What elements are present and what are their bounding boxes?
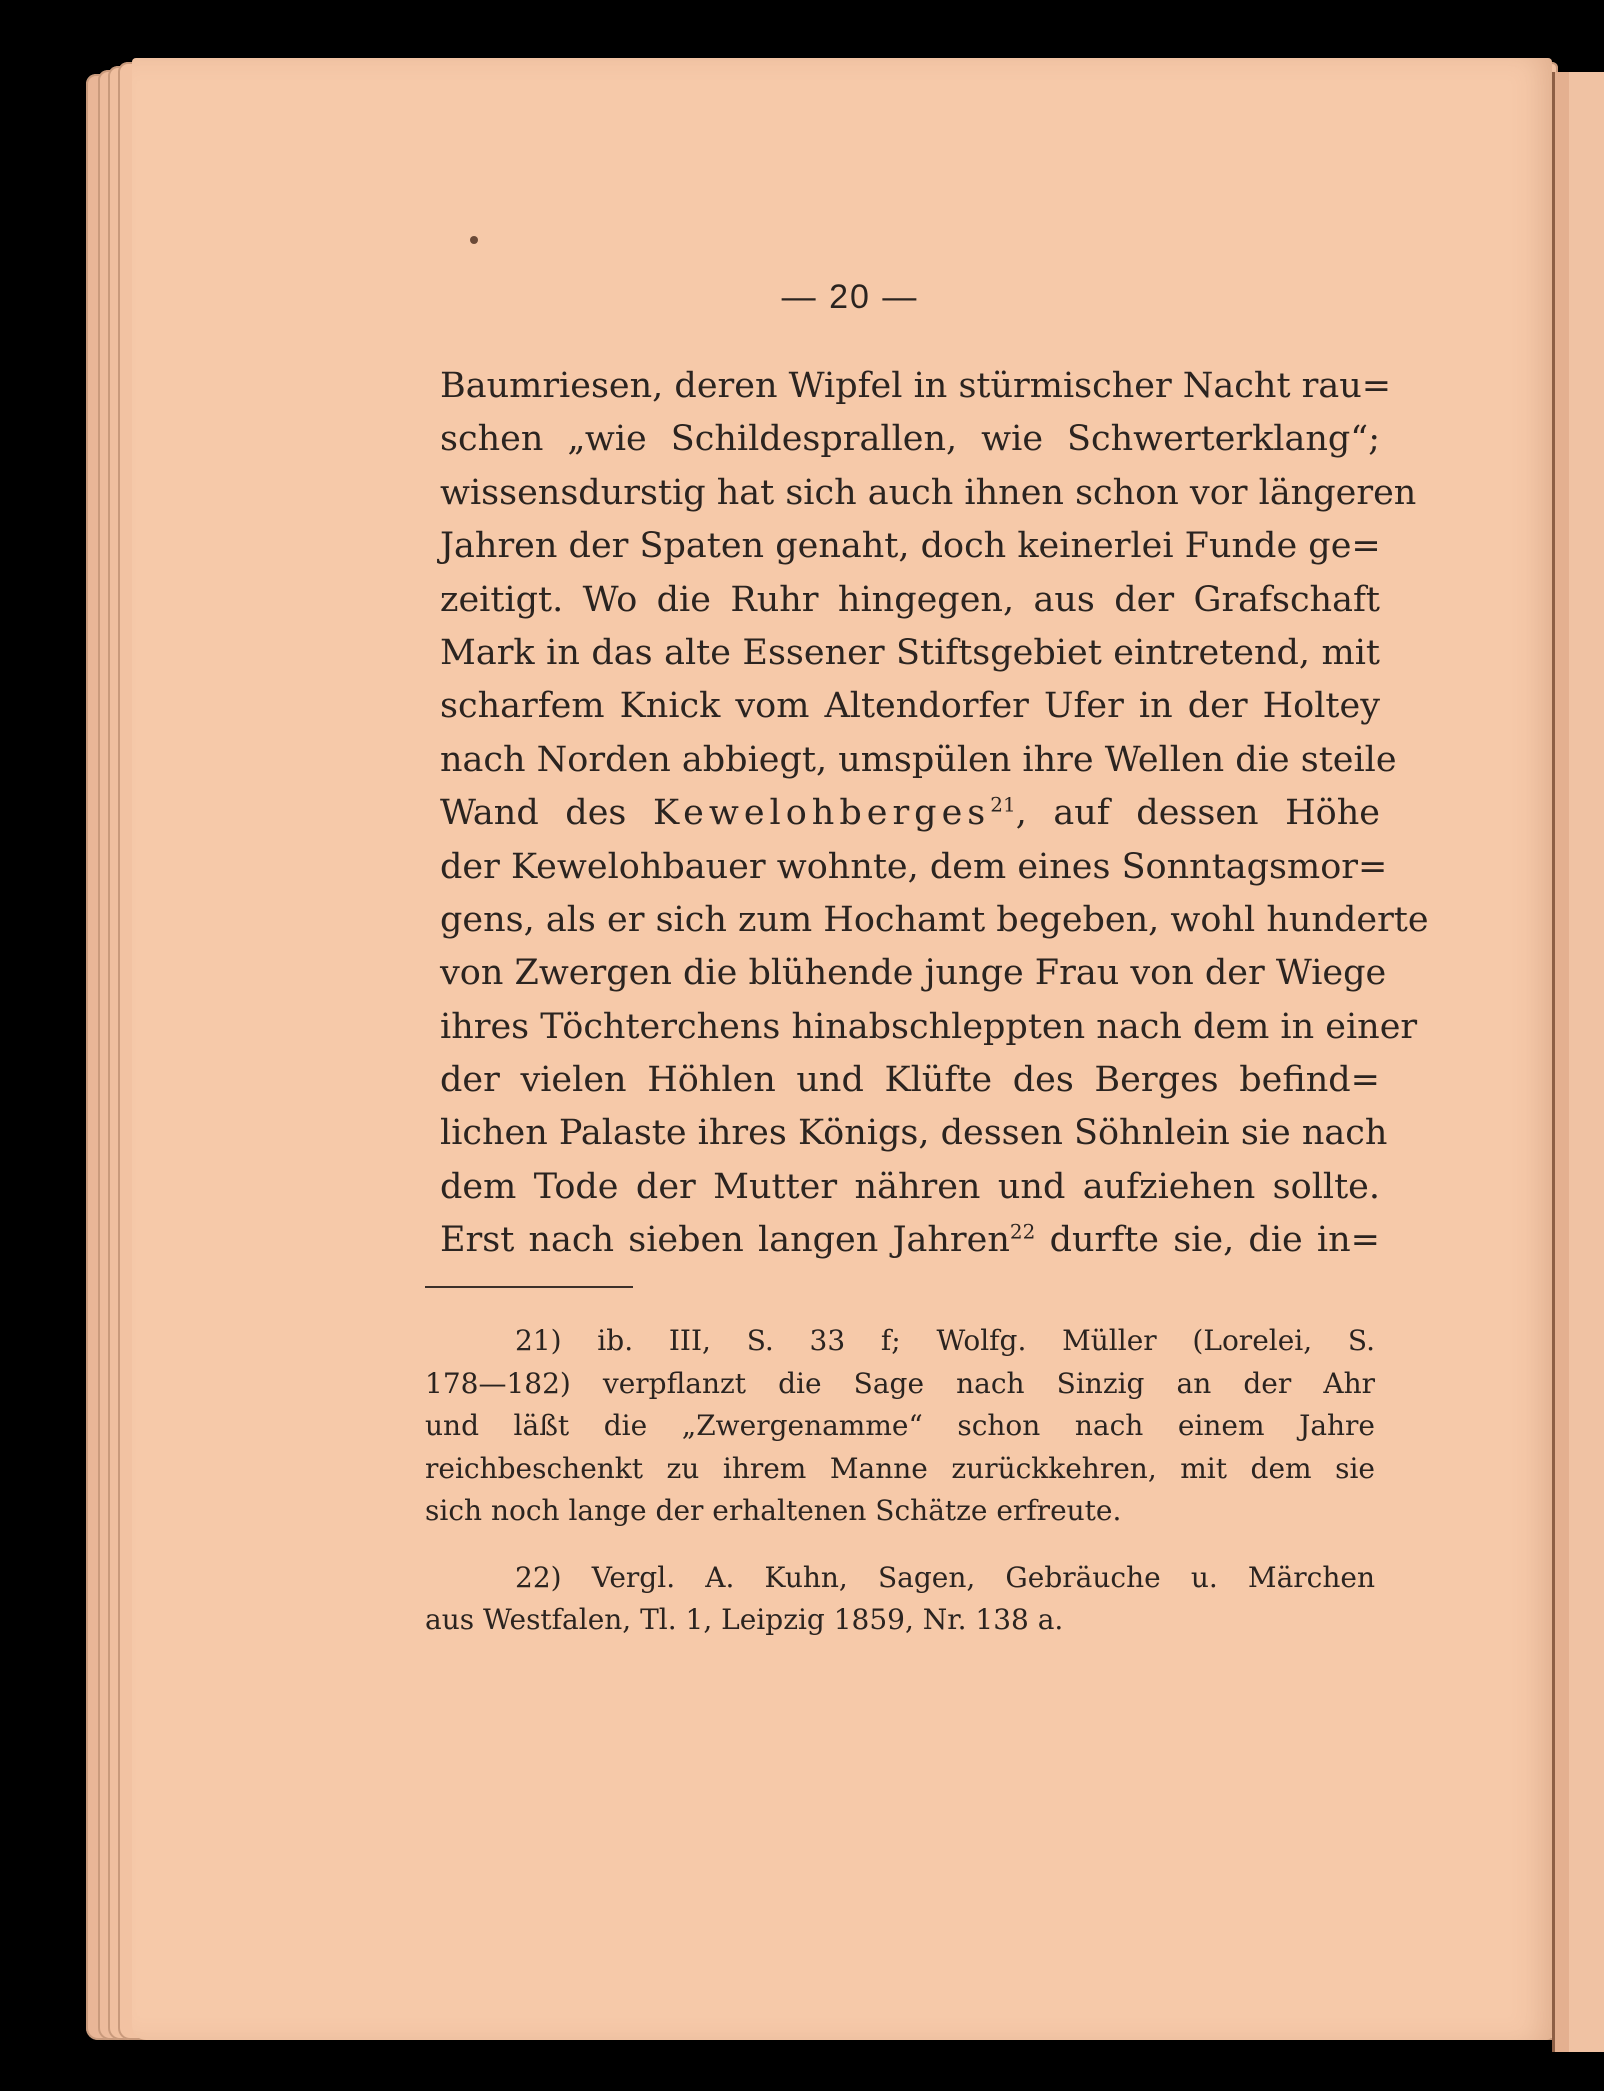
footnote-21 xyxy=(425,1320,1375,1533)
body-text xyxy=(440,360,1429,1268)
text-line: gens, als er sich zum Hochamt begeben, wohl hunderte xyxy=(440,899,1429,940)
text-line: ihres Töchterchens hinabschleppten nach dem in einer xyxy=(440,1006,1418,1047)
footnote-22 xyxy=(425,1557,1375,1642)
page-number: — 20 — xyxy=(781,278,919,316)
text-fragment: Wand des xyxy=(440,793,653,834)
footnotes xyxy=(425,1320,1375,1666)
text-line: der Kewelohbauer wohnte, dem eines Sonntagsmor= xyxy=(440,846,1388,887)
footnote-line: sich noch lange der erhaltenen Schätze erfreute. xyxy=(425,1494,1122,1527)
text-line: Mark in das alte Essener Stiftsgebiet eintretend, mit xyxy=(440,632,1380,673)
footnote-ref-22: 22 xyxy=(1009,1219,1036,1244)
text-line: der vielen Höhlen und Klüfte des Berges befind= xyxy=(440,1060,1380,1101)
footnote-line: 22) Vergl. A. Kuhn, Sagen, Gebräuche u. Märchen xyxy=(515,1560,1375,1594)
footnote-line: aus Westfalen, Tl. 1, Leipzig 1859, Nr. 138 a. xyxy=(425,1603,1064,1636)
ink-spot xyxy=(470,236,478,244)
text-fragment: , auf dessen Höhe xyxy=(1015,793,1381,834)
text-line: lichen Palaste ihres Königs, dessen Söhnlein sie nach xyxy=(440,1113,1388,1154)
text-line: nach Norden abbiegt, umspülen ihre Wellen die steile xyxy=(440,739,1397,780)
footnote-line: 21) ib. III, S. 33 f; Wolfg. Müller (Lorelei, S. xyxy=(515,1324,1375,1357)
footnote-line: und läßt die „Zwergenamme“ schon nach einem Jahre xyxy=(425,1409,1375,1442)
text-fragment: durfte sie, die in= xyxy=(1035,1220,1380,1261)
footnote-line: reichbeschenkt zu ihrem Manne zurückkehren, mit dem sie xyxy=(425,1451,1375,1485)
text-line xyxy=(440,787,1380,840)
footnote-line: 178—182) verpflanzt die Sage nach Sinzig an der Ahr xyxy=(425,1366,1375,1400)
footnote-ref-21: 21 xyxy=(990,792,1016,817)
text-line: dem Tode der Mutter nähren und aufziehen sollte. xyxy=(440,1166,1380,1207)
text-fragment: Erst nach sieben langen Jahren xyxy=(440,1220,1010,1261)
text-line: scharfem Knick vom Altendorfer Ufer in der Holtey xyxy=(440,686,1380,727)
text-line: zeitigt. Wo die Ruhr hingegen, aus der Grafschaft xyxy=(440,579,1380,620)
footnote-divider xyxy=(425,1286,633,1288)
adjacent-page xyxy=(1552,72,1604,2052)
text-line: Jahren der Spaten genaht, doch keinerlei Funde ge= xyxy=(440,526,1381,567)
text-line: Baumriesen, deren Wipfel in stürmischer Nacht rau= xyxy=(440,366,1392,406)
text-line: schen „wie Schildesprallen, wie Schwerterklang“; xyxy=(440,419,1380,460)
text-line xyxy=(440,1214,1380,1267)
text-line: von Zwergen die blühende junge Frau von der Wiege xyxy=(440,953,1387,994)
place-name: Kewelohberges xyxy=(652,793,991,834)
text-line: wissensdurstig hat sich auch ihnen schon vor längeren xyxy=(440,472,1417,513)
